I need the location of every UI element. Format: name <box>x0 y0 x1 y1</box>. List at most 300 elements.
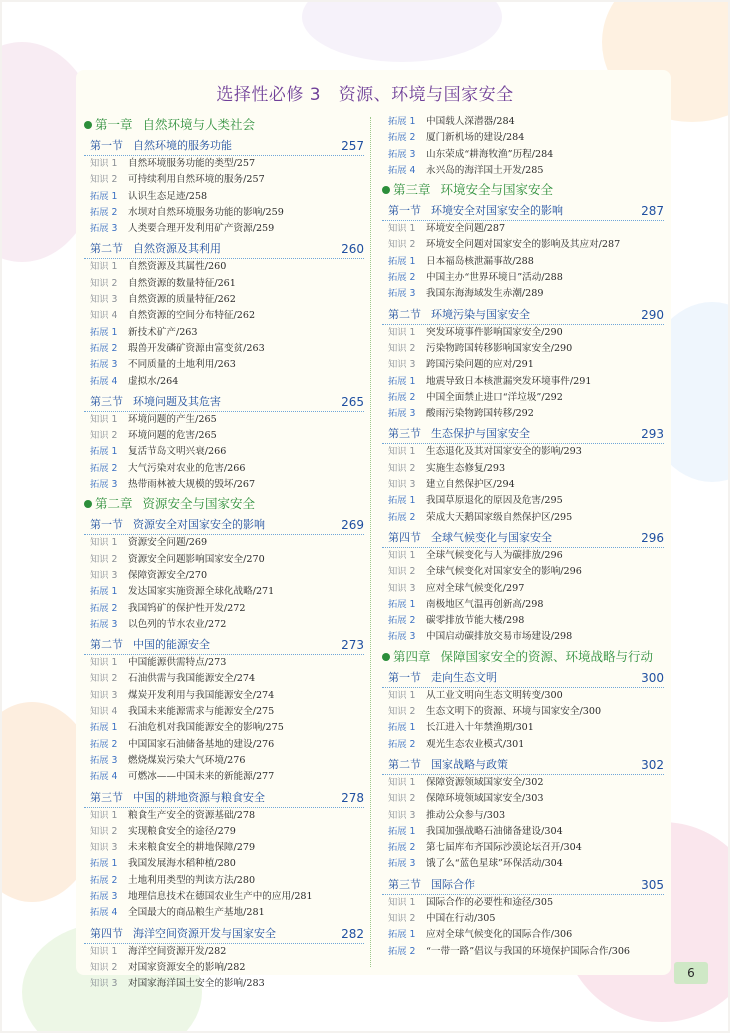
section-heading[interactable] <box>84 137 364 156</box>
section-label: 第一节 <box>388 670 421 684</box>
chapter-heading <box>84 116 364 134</box>
extension-entry[interactable] <box>382 147 664 163</box>
entry-label: 拓展 2 <box>90 602 118 614</box>
knowledge-entry[interactable] <box>382 808 664 824</box>
section-heading[interactable] <box>382 425 664 444</box>
entry-label: 知识 1 <box>388 326 416 338</box>
knowledge-entry[interactable] <box>84 808 364 824</box>
knowledge-entry[interactable] <box>382 221 664 237</box>
entry-label: 知识 2 <box>90 174 118 186</box>
entry-text: 全球气候变化对国家安全的影响/296 <box>426 566 582 578</box>
entry-label: 拓展 3 <box>90 754 118 766</box>
entry-label: 知识 2 <box>388 239 416 251</box>
section-heading[interactable] <box>382 306 664 325</box>
entry-label: 知识 3 <box>90 569 118 581</box>
entry-text: 中国能源供需特点/273 <box>128 657 227 669</box>
entry-text: 中国载人深潜器/284 <box>426 116 515 127</box>
entry-text: 实施生态修复/293 <box>426 462 506 474</box>
knowledge-entry[interactable] <box>84 688 364 704</box>
entry-label: 拓展 3 <box>388 631 416 643</box>
knowledge-entry[interactable] <box>382 688 664 704</box>
entry-text: 从工业文明向生态文明转变/300 <box>426 689 563 701</box>
section-heading[interactable] <box>84 789 364 808</box>
section-heading[interactable] <box>84 925 364 944</box>
knowledge-entry[interactable] <box>382 564 664 580</box>
entry-text: 未来粮食安全的耕地保障/279 <box>128 842 256 854</box>
section-page: 302 <box>641 757 664 772</box>
section-title: 海洋空间资源开发与国家安全 <box>133 926 276 940</box>
section-title: 环境安全对国家安全的影响 <box>431 204 563 218</box>
knowledge-entry[interactable] <box>382 325 664 341</box>
entry-label: 拓展 1 <box>90 586 118 598</box>
entry-text: 南极地区气温再创新高/298 <box>426 598 544 610</box>
entry-label: 拓展 2 <box>388 272 416 284</box>
entry-label: 拓展 2 <box>388 615 416 627</box>
entry-label: 拓展 3 <box>388 858 416 870</box>
entry-text: 大气污染对农业的危害/266 <box>128 462 246 474</box>
section-title: 中国的耕地资源与粮食安全 <box>133 790 265 804</box>
entry-label: 知识 1 <box>388 223 416 235</box>
knowledge-entry[interactable] <box>84 412 364 428</box>
section-heading[interactable] <box>382 756 664 775</box>
entry-text: 不同质量的土地利用/263 <box>128 359 236 371</box>
extension-entry[interactable] <box>382 510 664 526</box>
section-heading[interactable] <box>84 240 364 259</box>
entry-label: 知识 2 <box>388 462 416 474</box>
entry-label: 知识 2 <box>90 673 118 685</box>
entry-text: 环境安全问题对国家安全的影响及其应对/287 <box>426 239 621 251</box>
entry-label: 拓展 1 <box>90 722 118 734</box>
entry-label: 拓展 2 <box>90 342 118 354</box>
extension-entry[interactable] <box>382 597 664 613</box>
entry-text: 新技术矿产/263 <box>128 326 198 338</box>
entry-text: 中国启动碳排放交易市场建设/298 <box>426 631 573 643</box>
entry-text: 自然资源的数量特征/261 <box>128 277 236 289</box>
section-heading[interactable] <box>382 876 664 895</box>
entry-label: 拓展 1 <box>90 858 118 870</box>
chapter-heading <box>382 648 664 666</box>
entry-text: 厦门新机场的建设/284 <box>426 132 525 144</box>
entry-label: 知识 1 <box>90 945 118 957</box>
entry-text: 长江进入十年禁渔期/301 <box>426 722 534 734</box>
entry-label: 拓展 2 <box>388 842 416 854</box>
knowledge-entry[interactable] <box>84 428 364 444</box>
entry-text: 观光生态农业模式/301 <box>426 738 525 750</box>
entry-label: 知识 1 <box>90 537 118 549</box>
entry-label: 知识 2 <box>388 566 416 578</box>
section-label: 第二节 <box>388 307 421 321</box>
knowledge-entry[interactable] <box>84 156 364 172</box>
entry-label: 知识 1 <box>388 896 416 908</box>
section-title: 生态保护与国家安全 <box>431 427 530 441</box>
chapter-label: 第三章 <box>393 182 431 198</box>
knowledge-entry[interactable] <box>84 276 364 292</box>
entry-label: 拓展 3 <box>90 223 118 235</box>
entry-text: 全国最大的商品粮生产基地/281 <box>128 907 265 919</box>
knowledge-entry[interactable] <box>382 704 664 720</box>
entry-text: 生态文明下的资源、环境与国家安全/300 <box>426 706 602 718</box>
entry-text: 地震导致日本核泄漏突发环境事件/291 <box>426 375 592 387</box>
entry-label: 拓展 3 <box>90 359 118 371</box>
section-title: 中国的能源安全 <box>133 638 210 652</box>
extension-entry[interactable] <box>382 493 664 509</box>
section-page: 257 <box>341 139 364 153</box>
entry-label: 拓展 1 <box>388 375 416 387</box>
section-page: 293 <box>641 427 664 442</box>
knowledge-entry[interactable] <box>382 444 664 460</box>
entry-text: 可持续利用自然环境的服务/257 <box>128 174 265 186</box>
section-label: 第三节 <box>388 427 421 441</box>
toc-left-column <box>84 114 364 992</box>
section-label: 第四节 <box>388 530 421 544</box>
entry-label: 知识 1 <box>90 261 118 273</box>
entry-text: 跨国污染问题的应对/291 <box>426 359 534 371</box>
entry-label: 知识 1 <box>90 413 118 425</box>
entry-label: 知识 2 <box>90 430 118 442</box>
extension-entry[interactable] <box>382 927 664 943</box>
entry-text: 我国加强战略石油储备建设/304 <box>426 825 563 837</box>
entry-text: 环境问题的产生/265 <box>128 413 217 425</box>
section-title: 自然环境的服务功能 <box>133 139 232 152</box>
section-title: 自然资源及其利用 <box>133 242 221 256</box>
section-heading[interactable] <box>84 393 364 412</box>
entry-text: 保障资源安全/270 <box>128 569 208 581</box>
entry-label: 拓展 2 <box>90 738 118 750</box>
extension-entry[interactable] <box>382 270 664 286</box>
knowledge-entry[interactable] <box>84 671 364 687</box>
extension-entry[interactable] <box>382 856 664 872</box>
entry-label: 知识 2 <box>90 961 118 973</box>
chapter-title: 环境安全与国家安全 <box>440 182 554 198</box>
entry-text: 中国主办“世界环境日”活动/288 <box>426 272 563 284</box>
section-label: 第三节 <box>90 790 123 804</box>
section-page: 305 <box>641 877 664 892</box>
section-page: 290 <box>641 307 664 322</box>
entry-text: 环境安全问题/287 <box>426 223 506 235</box>
extension-entry[interactable] <box>84 889 364 905</box>
entry-label: 拓展 1 <box>388 598 416 610</box>
section-title: 全球气候变化与国家安全 <box>431 530 552 544</box>
entry-text: 石油危机对我国能源安全的影响/275 <box>128 722 284 734</box>
entry-text: 永兴岛的海洋国土开发/285 <box>426 164 544 176</box>
entry-label: 知识 3 <box>90 842 118 854</box>
entry-label: 知识 2 <box>90 277 118 289</box>
section-page: 260 <box>341 242 364 257</box>
section-heading[interactable] <box>84 516 364 535</box>
section-label: 第一节 <box>388 204 421 218</box>
extension-entry[interactable] <box>382 613 664 629</box>
page-number: 6 <box>674 962 708 984</box>
extension-entry[interactable] <box>84 221 364 237</box>
extension-entry[interactable] <box>84 461 364 477</box>
entry-text: 推动公众参与/303 <box>426 809 506 821</box>
section-page: 287 <box>641 204 664 219</box>
entry-label: 拓展 2 <box>388 738 416 750</box>
knowledge-entry[interactable] <box>382 791 664 807</box>
entry-text: 我国东海海域发生赤潮/289 <box>426 288 544 300</box>
entry-text: 海洋空间资源开发/282 <box>128 945 227 957</box>
entry-label: 拓展 4 <box>90 771 118 783</box>
extension-entry[interactable] <box>382 254 664 270</box>
entry-label: 知识 4 <box>90 706 118 718</box>
knowledge-entry[interactable] <box>382 357 664 373</box>
entry-label: 拓展 2 <box>90 874 118 886</box>
entry-label: 拓展 3 <box>388 408 416 420</box>
entry-label: 知识 2 <box>90 825 118 837</box>
entry-text: 粮食生产安全的资源基础/278 <box>128 809 256 821</box>
extension-entry[interactable] <box>382 944 664 960</box>
entry-label: 知识 1 <box>388 549 416 561</box>
section-heading[interactable] <box>382 669 664 688</box>
entry-text: 中国全面禁止进口“洋垃圾”/292 <box>426 391 563 403</box>
chapter-title: 资源安全与国家安全 <box>142 496 256 512</box>
entry-label: 拓展 1 <box>90 190 118 202</box>
extension-entry[interactable] <box>382 130 664 146</box>
entry-text: 饿了么“蓝色星球”环保活动/304 <box>426 858 563 870</box>
extension-entry[interactable] <box>382 824 664 840</box>
entry-label: 知识 1 <box>388 446 416 458</box>
knowledge-entry[interactable] <box>84 535 364 551</box>
chapter-label: 第一章 <box>95 117 133 132</box>
knowledge-entry[interactable] <box>382 341 664 357</box>
extension-entry[interactable] <box>382 374 664 390</box>
knowledge-entry[interactable] <box>382 237 664 253</box>
entry-label: 拓展 1 <box>388 722 416 734</box>
extension-entry[interactable] <box>382 114 664 130</box>
section-page: 282 <box>341 926 364 941</box>
entry-text: 第七届库布齐国际沙漠论坛召开/304 <box>426 842 582 854</box>
entry-text: 实现粮食安全的途径/279 <box>128 825 236 837</box>
entry-text: 全球气候变化与人为碳排放/296 <box>426 549 563 561</box>
entry-text: 建立自然保护区/294 <box>426 479 515 491</box>
entry-label: 知识 3 <box>388 359 416 371</box>
knowledge-entry[interactable] <box>382 895 664 911</box>
entry-text: 碳零排放节能大楼/298 <box>426 615 525 627</box>
chapter-bullet-icon <box>84 500 92 508</box>
chapter-label: 第二章 <box>95 496 133 512</box>
extension-entry[interactable] <box>84 444 364 460</box>
entry-text: 自然环境服务功能的类型/257 <box>128 158 256 169</box>
extension-entry[interactable] <box>84 905 364 921</box>
entry-label: 知识 2 <box>388 706 416 718</box>
entry-label: 知识 2 <box>90 553 118 565</box>
extension-entry[interactable] <box>84 357 364 373</box>
knowledge-entry[interactable] <box>84 259 364 275</box>
section-page: 278 <box>341 790 364 805</box>
extension-entry[interactable] <box>84 769 364 785</box>
entry-text: 我国草原退化的原因及危害/295 <box>426 495 563 507</box>
extension-entry[interactable] <box>84 753 364 769</box>
knowledge-entry[interactable] <box>84 552 364 568</box>
entry-label: 知识 2 <box>388 342 416 354</box>
section-page: 269 <box>341 518 364 533</box>
extension-entry[interactable] <box>84 374 364 390</box>
entry-text: 应对全球气候变化/297 <box>426 582 525 594</box>
section-page: 300 <box>641 670 664 685</box>
entry-text: 酸雨污染物跨国转移/292 <box>426 408 534 420</box>
extension-entry[interactable] <box>382 737 664 753</box>
knowledge-entry[interactable] <box>84 292 364 308</box>
extension-entry[interactable] <box>84 601 364 617</box>
entry-label: 拓展 3 <box>90 618 118 630</box>
entry-text: 污染物跨国转移影响国家安全/290 <box>426 342 573 354</box>
entry-text: 对国家资源安全的影响/282 <box>128 961 246 973</box>
extension-entry[interactable] <box>84 873 364 889</box>
knowledge-entry[interactable] <box>84 308 364 324</box>
extension-entry[interactable] <box>84 617 364 633</box>
chapter-bullet-icon <box>382 186 390 194</box>
entry-text: 燃烧煤炭污染大气环境/276 <box>128 754 246 766</box>
entry-text: 人类要合理开发利用矿产资源/259 <box>128 223 275 235</box>
chapter-heading <box>382 181 664 199</box>
entry-label: 知识 4 <box>90 310 118 322</box>
entry-label: 知识 2 <box>388 793 416 805</box>
entry-text: 我国发展海水稻种植/280 <box>128 858 236 870</box>
entry-label: 拓展 3 <box>388 288 416 300</box>
section-label: 第一节 <box>90 139 123 152</box>
section-label: 第二节 <box>388 757 421 771</box>
extension-entry[interactable] <box>84 477 364 493</box>
entry-label: 拓展 1 <box>90 446 118 458</box>
entry-label: 拓展 1 <box>388 116 416 127</box>
entry-text: 国际合作的必要性和途径/305 <box>426 896 554 908</box>
knowledge-entry[interactable] <box>382 548 664 564</box>
extension-entry[interactable] <box>382 390 664 406</box>
extension-entry[interactable] <box>84 341 364 357</box>
knowledge-entry[interactable] <box>84 840 364 856</box>
entry-label: 拓展 3 <box>388 148 416 160</box>
extension-entry[interactable] <box>84 325 364 341</box>
section-label: 第二节 <box>90 242 123 256</box>
entry-text: 突发环境事件影响国家安全/290 <box>426 326 563 338</box>
section-label: 第四节 <box>90 926 123 940</box>
entry-text: 水坝对自然环境服务功能的影响/259 <box>128 206 284 218</box>
entry-text: 发达国家实施资源全球化战略/271 <box>128 586 275 598</box>
entry-text: 环境问题的危害/265 <box>128 430 217 442</box>
extension-entry[interactable] <box>382 163 664 179</box>
knowledge-entry[interactable] <box>382 477 664 493</box>
entry-text: 山东荣成“耕海牧渔”历程/284 <box>426 148 554 160</box>
entry-label: 知识 3 <box>90 978 118 990</box>
chapter-heading <box>84 495 364 513</box>
entry-label: 拓展 2 <box>90 462 118 474</box>
section-heading[interactable] <box>84 636 364 655</box>
chapter-bullet-icon <box>382 653 390 661</box>
chapter-title: 保障国家安全的资源、环境战略与行动 <box>440 648 654 664</box>
entry-label: 知识 1 <box>90 657 118 669</box>
entry-text: 对国家海洋国土安全的影响/283 <box>128 978 265 990</box>
entry-text: “一带一路”倡议与我国的环境保护国际合作/306 <box>426 945 631 957</box>
entry-label: 知识 1 <box>388 776 416 788</box>
entry-text: 复活节岛文明兴衰/266 <box>128 446 227 458</box>
chapter-title: 自然环境与人类社会 <box>142 117 256 132</box>
extension-entry[interactable] <box>382 406 664 422</box>
knowledge-entry[interactable] <box>84 944 364 960</box>
entry-text: 生态退化及其对国家安全的影响/293 <box>426 446 582 458</box>
knowledge-entry[interactable] <box>382 775 664 791</box>
chapter-label: 第四章 <box>393 648 431 664</box>
entry-text: 煤炭开发利用与我国能源安全/274 <box>128 689 275 701</box>
knowledge-entry[interactable] <box>382 911 664 927</box>
entry-text: 资源安全问题/269 <box>128 537 208 549</box>
knowledge-entry[interactable] <box>84 568 364 584</box>
entry-text: 自然资源的空间分布特征/262 <box>128 310 256 322</box>
entry-label: 拓展 2 <box>388 945 416 957</box>
entry-label: 知识 3 <box>90 294 118 306</box>
knowledge-entry[interactable] <box>382 461 664 477</box>
entry-text: 土地利用类型的判读方法/280 <box>128 874 256 886</box>
entry-label: 拓展 4 <box>388 164 416 176</box>
toc-right-column <box>382 114 664 960</box>
entry-label: 知识 1 <box>90 809 118 821</box>
section-title: 环境污染与国家安全 <box>431 307 530 321</box>
entry-text: 我国钨矿的保护性开发/272 <box>128 602 246 614</box>
knowledge-entry[interactable] <box>84 960 364 976</box>
knowledge-entry[interactable] <box>84 655 364 671</box>
section-title: 资源安全对国家安全的影响 <box>133 518 265 532</box>
extension-entry[interactable] <box>84 737 364 753</box>
entry-label: 拓展 4 <box>90 375 118 387</box>
extension-entry[interactable] <box>84 720 364 736</box>
entry-label: 拓展 1 <box>388 825 416 837</box>
entry-text: 以色列的节水农业/272 <box>128 618 227 630</box>
chapter-bullet-icon <box>84 121 92 129</box>
entry-text: 应对全球气候变化的国际合作/306 <box>426 929 573 941</box>
entry-text: 热带雨林被大规模的毁坏/267 <box>128 479 256 491</box>
entry-text: 日本福岛核泄漏事故/288 <box>426 255 534 267</box>
section-page: 273 <box>341 638 364 653</box>
entry-label: 拓展 2 <box>388 132 416 144</box>
entry-label: 知识 1 <box>90 158 118 169</box>
entry-label: 拓展 4 <box>90 907 118 919</box>
section-heading[interactable] <box>382 202 664 221</box>
entry-label: 知识 2 <box>388 912 416 924</box>
entry-label: 拓展 2 <box>388 391 416 403</box>
entry-label: 拓展 2 <box>90 206 118 218</box>
entry-text: 认识生态足迹/258 <box>128 190 208 202</box>
entry-label: 知识 3 <box>90 689 118 701</box>
knowledge-entry[interactable] <box>84 704 364 720</box>
extension-entry[interactable] <box>382 840 664 856</box>
extension-entry[interactable] <box>84 856 364 872</box>
decor-blob <box>302 2 502 62</box>
entry-label: 拓展 2 <box>388 511 416 523</box>
section-heading[interactable] <box>382 529 664 548</box>
knowledge-entry[interactable] <box>84 172 364 188</box>
entry-text: 自然资源及其属性/260 <box>128 261 227 273</box>
section-label: 第三节 <box>90 394 123 408</box>
entry-text: 资源安全问题影响国家安全/270 <box>128 553 265 565</box>
entry-label: 拓展 1 <box>388 255 416 267</box>
entry-text: 我国未来能源需求与能源安全/275 <box>128 706 275 718</box>
section-page: 296 <box>641 530 664 545</box>
extension-entry[interactable] <box>382 720 664 736</box>
section-label: 第一节 <box>90 518 123 532</box>
entry-text: 保障资源领域国家安全/302 <box>426 776 544 788</box>
section-title: 环境问题及其危害 <box>133 394 221 408</box>
knowledge-entry[interactable] <box>84 976 364 992</box>
extension-entry[interactable] <box>382 286 664 302</box>
entry-text: 虚拟水/264 <box>128 375 179 387</box>
entry-label: 知识 3 <box>388 582 416 594</box>
knowledge-entry[interactable] <box>382 581 664 597</box>
extension-entry[interactable] <box>84 205 364 221</box>
extension-entry[interactable] <box>382 629 664 645</box>
extension-entry[interactable] <box>84 189 364 205</box>
entry-label: 拓展 1 <box>388 495 416 507</box>
extension-entry[interactable] <box>84 584 364 600</box>
knowledge-entry[interactable] <box>84 824 364 840</box>
